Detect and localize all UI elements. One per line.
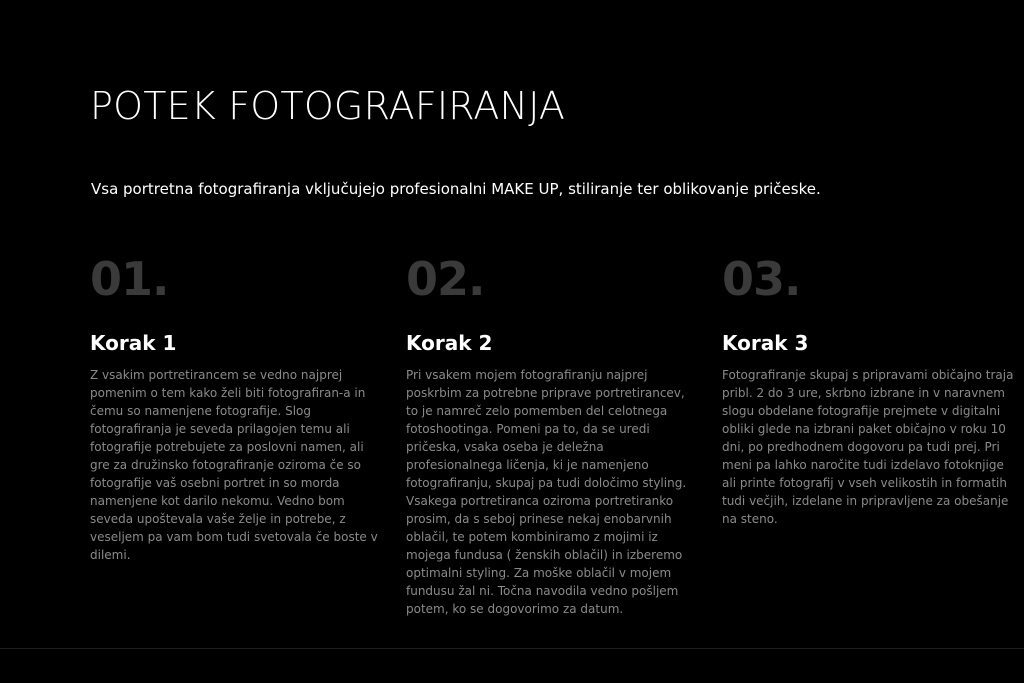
step-description: Z vsakim portretirancem se vedno najprej pomenim o tem kako želi biti fotografiran-a in čemu so namenjene fotografije. Slog fotografiranja je seveda prilagojen temu ali fotografije potrebujete za poslovni namen, ali gre za družinsko fotografiranje oziroma če so fotografije vaš osebni portret in so morda namenjene kot darilo nekomu. Vedno bom seveda upoštevala vaše želje in potrebe, z veseljem pa vam bom tudi svetovala če boste v dilemi.: [90, 368, 378, 562]
step-title: Korak 1: [90, 331, 177, 355]
step-number: 02.: [406, 252, 485, 306]
step-2: [406, 252, 698, 616]
step-number: 03.: [722, 252, 801, 306]
step-title: Korak 2: [406, 331, 493, 355]
step-3: [722, 252, 1014, 526]
section-title: POTEK FOTOGRAFIRANJA: [90, 84, 566, 128]
footer-area: [0, 649, 1024, 683]
step-1: [90, 252, 382, 562]
step-number: 01.: [90, 252, 169, 306]
section-subtitle: Vsa portretna fotografiranja vključujejo profesionalni MAKE UP, stiliranje ter oblikovanje pričeske.: [91, 180, 821, 198]
step-title: Korak 3: [722, 331, 809, 355]
step-description: Fotografiranje skupaj s pripravami običajno traja pribl. 2 do 3 ure, skrbno izbrane in v naravnem slogu obdelane fotografije prejmete v digitalni obliki glede na izbrani paket običajno v roku 10 dni, po predhodnem dogovoru pa tudi prej. Pri meni pa lahko naročite tudi izdelavo fotoknjige ali printe fotografij v vseh velikostih in formatih tudi večjih, izdelane in pripravljene za obešanje na steno.: [722, 368, 1014, 526]
step-description: Pri vsakem mojem fotografiranju najprej poskrbim za potrebne priprave portretirancev, to je namreč zelo pomemben del celotnega fotoshootinga. Pomeni pa to, da se uredi pričeska, vsaka oseba je deležna profesionalnega ličenja, ki je namenjeno fotografiranju, skupaj pa tudi določimo styling. Vsakega portretiranca oziroma portretiranko prosim, da s seboj prinese nekaj enobarvnih oblačil, te potem kombiniramo z mojimi iz mojega fundusa ( ženskih oblačil) in izberemo optimalni styling. Za moške oblačil v mojem fundusu žal ni. Točna navodila vedno pošljem potem, ko se dogovorimo za datum.: [406, 368, 687, 616]
